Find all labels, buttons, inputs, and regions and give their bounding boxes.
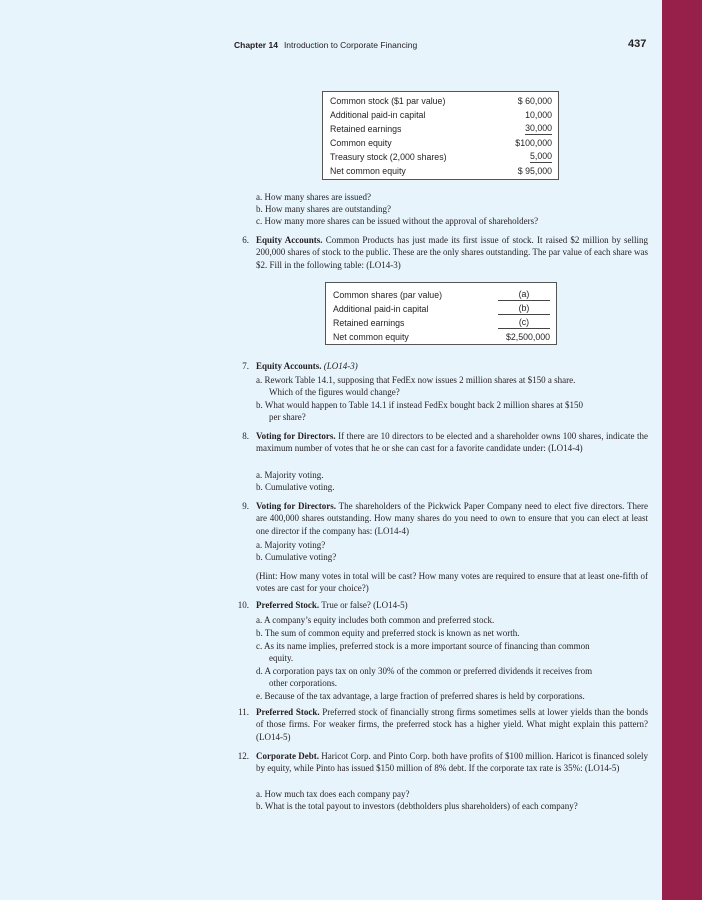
q10-item-c-cont: equity. [269,653,294,663]
equity-table-2 [325,282,557,345]
q10-number: 10. [237,600,249,610]
q9-item-b: b. Cumulative voting? [256,552,337,562]
q7-number: 7. [242,361,249,371]
q7-item-b-cont: per share? [269,412,306,422]
q9-number: 9. [242,501,249,511]
q6-text: Equity Accounts. Common Products has just made its first issue of stock. It raised $2 million by selling 200,000 shares of stock to the public. These are the only shares outstanding. The par value of each share was $2. Fill in the following table: (LO14-3) [256,235,649,270]
table-row: Retained earnings 30,000 [330,123,552,134]
q10-item-a: a. A company’s equity includes both common and preferred stock. [256,615,495,625]
q12-text: Corporate Debt. Haricot Corp. and Pinto Corp. both have profits of $100 million. Haricot is financed solely by equity, while Pinto has issued $150 million of 8% debt. If the corporate tax rate is 35%: (LO14-5) [256,751,649,774]
table-row: Common stock ($1 par value) $ 60,000 [330,96,552,106]
q8-item-a: a. Majority voting. [256,470,324,480]
q11-number: 11. [238,707,249,717]
table-row: Additional paid-in capital (b) [333,302,550,316]
q5-item-b: b. How many shares are outstanding? [256,204,391,214]
q5-item-a: a. How many shares are issued? [256,192,371,202]
q12-number: 12. [237,751,249,761]
q7-item-b: b. What would happen to Table 14.1 if instead FedEx bought back 2 million shares at $150 [256,400,583,410]
q8-item-b: b. Cumulative voting. [256,482,335,492]
q9-text: Voting for Directors. The shareholders of the Pickwick Paper Company need to elect five directors. There are 400,000 shares outstanding. How many shares do you need to own to ensure that you can elect at least one director if the company has: (LO14-4) [256,501,648,536]
equity-table-1 [322,91,559,180]
q12-item-b: b. What is the total payout to investors (debtholders plus shareholders) of each company? [256,801,578,811]
table-row: Net common equity $ 95,000 [330,166,552,176]
chapter-label: Chapter 14 [234,40,278,50]
q7-item-a: a. Rework Table 14.1, supposing that FedEx now issues 2 million shares at $150 a share. [256,375,576,385]
page-edge-band [662,0,702,900]
q10-item-d: d. A corporation pays tax on only 30% of the common or preferred dividends it receives from [256,666,593,676]
table-row: Additional paid-in capital 10,000 [330,110,552,120]
q10-item-c: c. As its name implies, preferred stock is a more important source of financing than common [256,641,590,651]
q8-text: Voting for Directors. If there are 10 directors to be elected and a shareholder owns 100 shares, indicate the maximum number of votes that he or she can cast for a favorite candidate under: (LO14-4) [256,431,649,454]
q11-text: Preferred Stock. Preferred stock of financially strong firms sometimes sells at lower yields than the bonds of those firms. For weaker firms, the preferred stock has a higher yield. What might explain this pattern? (LO14-5) [256,707,648,742]
q9-item-a: a. Majority voting? [256,540,326,550]
chapter-title: Introduction to Corporate Financing [283,40,418,50]
table-row: Retained earnings (c) [333,316,550,330]
q10-item-b: b. The sum of common equity and preferred stock is known as net worth. [256,628,520,638]
running-header [234,40,417,50]
q9-hint: (Hint: How many votes in total will be cast? How many votes are required to ensure that at least one-fifth of votes are cast for your choice?) [256,571,648,594]
table-row: Common equity $100,000 [330,138,552,148]
table-row: Treasury stock (2,000 shares) 5,000 [330,151,552,162]
q10-heading: Preferred Stock. True or false? (LO14-5) [256,600,408,610]
q7-heading: Equity Accounts. (LO14-3) [256,361,358,371]
q6-number: 6. [242,235,249,245]
q12-item-a: a. How much tax does each company pay? [256,789,410,799]
table-row: Net common equity $2,500,000 [333,332,550,342]
page-number: 437 [628,38,647,50]
q10-item-e: e. Because of the tax advantage, a large fraction of preferred shares is held by corporations. [256,691,585,701]
q8-number: 8. [242,431,249,441]
table-row: Common shares (par value) (a) [333,288,550,302]
q5-item-c: c. How many more shares can be issued without the approval of shareholders? [256,216,539,226]
q7-item-a-cont: Which of the figures would change? [269,387,400,397]
q10-item-d-cont: other corporations. [269,678,337,688]
